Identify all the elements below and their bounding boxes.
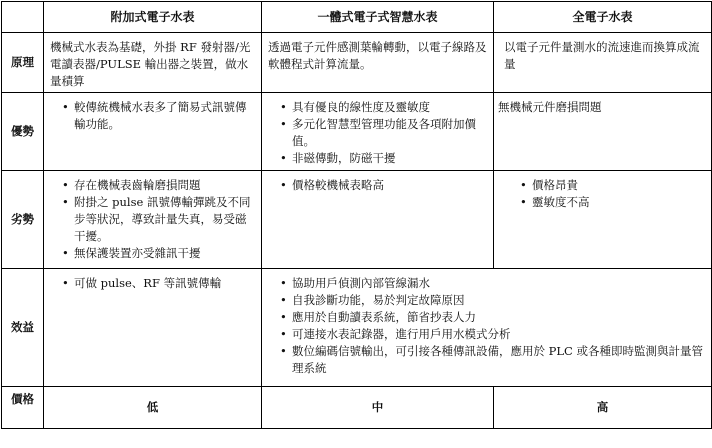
list-item: • 無保護裝置亦受雜訊干擾 [62, 245, 257, 262]
header-row [2, 2, 712, 33]
list-item: • 價格昂貴 [520, 177, 707, 194]
header-addon-meter: 附加式電子水表 [44, 2, 262, 33]
header-integrated-smart-meter: 一體式電子式智慧水表 [262, 2, 494, 33]
list-item: • 非磁傳動，防磁干擾 [280, 150, 489, 167]
list-item: • 可做 pulse、RF 等訊號傳輸 [62, 275, 257, 292]
benefit-addon-list [48, 275, 257, 292]
benefit-addon [44, 269, 262, 387]
disadvantage-integrated-list [266, 177, 489, 194]
benefit-integrated-list [266, 275, 707, 377]
disadvantage-full-electronic [494, 171, 712, 269]
list-item: • 可連接水表記錄器，進行用戶用水模式分析 [280, 326, 707, 343]
disadvantage-addon [44, 171, 262, 269]
principle-integrated: 透過電子元件感測葉輪轉動，以電子線路及軟體程式計算流量。 [262, 33, 494, 93]
advantage-addon-list [48, 99, 257, 133]
list-item: • 靈敏度不高 [520, 194, 707, 211]
advantage-addon [44, 93, 262, 171]
disadvantage-addon-list [48, 177, 257, 262]
benefit-integrated-and-full [262, 269, 712, 387]
list-item: • 存在機械表齒輪磨損問題 [62, 177, 257, 194]
header-full-electronic-meter: 全電子水表 [494, 2, 712, 33]
row-label-price: 價格 [2, 387, 44, 429]
list-item: • 具有優良的線性度及靈敏度 [280, 99, 489, 116]
advantage-integrated [262, 93, 494, 171]
row-principle [2, 33, 712, 93]
principle-full-electronic: 以電子元件量測水的流速進而換算成流量 [494, 33, 712, 93]
advantage-integrated-list [266, 99, 489, 167]
list-item: • 協助用戶偵測內部管線漏水 [280, 275, 707, 292]
list-item: • 較傳統機械水表多了簡易式訊號傳輸功能。 [62, 99, 257, 133]
list-item: • 附掛之 pulse 訊號傳輸彈跳及不同步等狀況，導致計量失真，易受磁干擾。 [62, 194, 257, 245]
header-corner [2, 2, 44, 33]
row-advantage [2, 93, 712, 171]
list-item: • 應用於自動讀表系統，節省抄表人力 [280, 309, 707, 326]
row-label-advantage: 優勢 [2, 93, 44, 171]
row-price [2, 387, 712, 429]
row-label-benefit: 效益 [2, 269, 44, 387]
price-integrated: 中 [262, 387, 494, 429]
principle-addon: 機械式水表為基礎，外掛 RF 發射器/光電讀表器/PULSE 輸出器之裝置，做水量積算 [44, 33, 262, 93]
disadvantage-full-electronic-list [498, 177, 707, 211]
row-label-disadvantage: 劣勢 [2, 171, 44, 269]
comparison-table [1, 1, 712, 429]
price-full-electronic: 高 [494, 387, 712, 429]
disadvantage-integrated [262, 171, 494, 269]
advantage-full-electronic: 無機械元件磨損問題 [494, 93, 712, 171]
row-label-principle: 原理 [2, 33, 44, 93]
list-item: • 價格較機械表略高 [280, 177, 489, 194]
list-item: • 自我診斷功能，易於判定故障原因 [280, 292, 707, 309]
row-benefit [2, 269, 712, 387]
row-disadvantage [2, 171, 712, 269]
list-item: • 多元化智慧型管理功能及各項附加價值。 [280, 116, 489, 150]
list-item: • 數位編碼信號輸出，可引接各種傳訊設備，應用於 PLC 或各種即時監測與計量管理系統 [280, 343, 707, 377]
price-addon: 低 [44, 387, 262, 429]
